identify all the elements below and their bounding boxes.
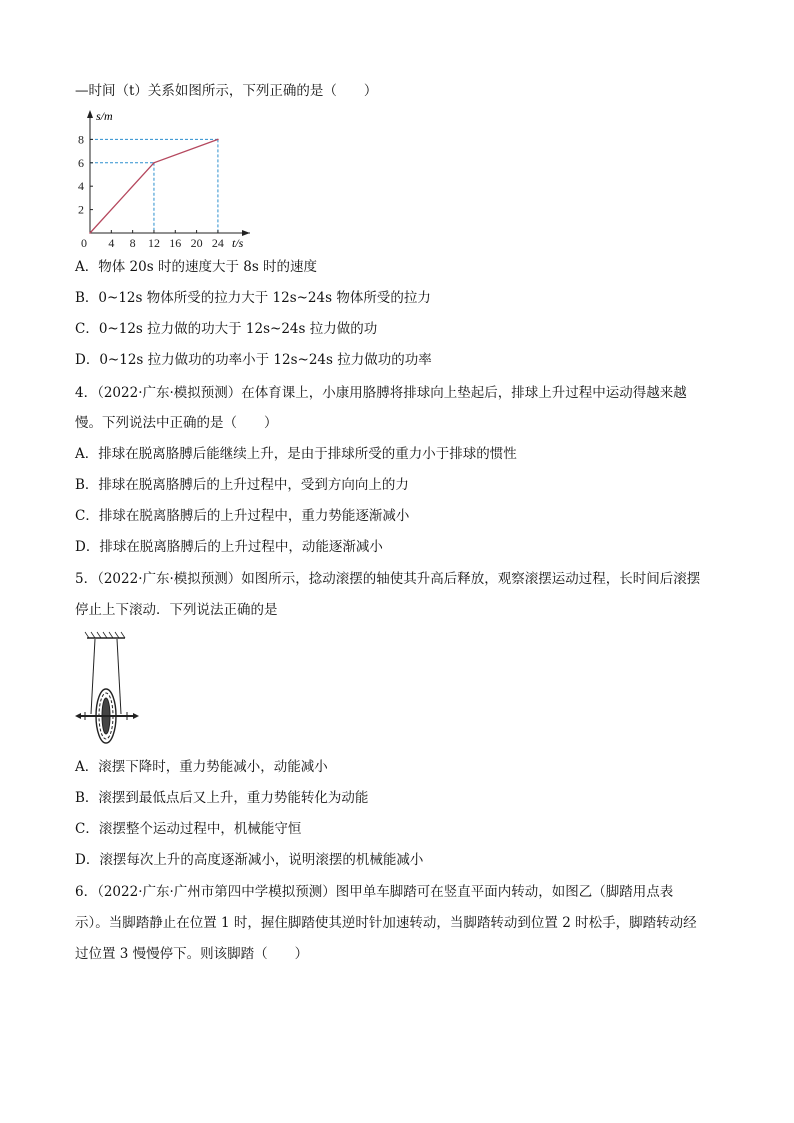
x-tick-label: 20 xyxy=(190,236,203,250)
pendulum-wheel-figure xyxy=(73,630,143,748)
q4-option-c: C．排球在脱离胳膊后的上升过程中，重力势能逐渐减小 xyxy=(75,508,410,524)
x-tick-label: 0 xyxy=(81,236,87,250)
data-point xyxy=(89,232,91,234)
q5-option-a: A．滚摆下降时，重力势能减小，动能减小 xyxy=(75,759,328,775)
data-point xyxy=(153,162,155,164)
q6-stem-line1: 6．（2022·广东·广州市第四中学模拟预测）图甲单车脚踏可在竖直平面内转动，如图乙（脚踏用点表 xyxy=(75,884,674,900)
q4-stem-line1: 4．（2022·广东·模拟预测）在体育课上，小康用胳膊将排球向上垫起后，排球上升过程中运动得越来越 xyxy=(75,385,687,401)
q3-option-c: C．0~12s 拉力做的功大于 12s~24s 拉力做的功 xyxy=(75,321,378,337)
y-tick-label: 8 xyxy=(78,132,84,147)
q5-stem-line2: 停止上下滚动．下列说法正确的是 xyxy=(75,602,278,618)
y-tick-label: 4 xyxy=(78,179,84,194)
q3-option-b: B．0~12s 物体所受的拉力大于 12s~24s 物体所受的拉力 xyxy=(75,290,431,306)
q5-option-d: D．滚摆每次上升的高度逐渐减小，说明滚摆的机械能减小 xyxy=(75,852,424,868)
x-tick-label: 12 xyxy=(147,236,160,250)
q6-stem-line3: 过位置 3 慢慢停下。则该脚踏（ ） xyxy=(75,946,309,962)
q4-option-a: A．排球在脱离胳膊后能继续上升，是由于排球所受的重力小于排球的惯性 xyxy=(75,446,517,462)
q3-option-a: A．物体 20s 时的速度大于 8s 时的速度 xyxy=(75,259,318,275)
y-axis-label: s/m xyxy=(96,109,113,123)
s-t-chart xyxy=(70,106,260,254)
chart-axes xyxy=(87,110,250,236)
ceiling-support xyxy=(85,632,125,638)
q5-stem-line1: 5．（2022·广东·模拟预测）如图所示，捻动滚摆的轴使其升高后释放，观察滚摆运动过程，长时间后滚摆 xyxy=(75,571,701,587)
q4-option-b: B．排球在脱离胳膊后的上升过程中，受到方向向上的力 xyxy=(75,477,409,493)
q4-stem-line2: 慢。下列说法中正确的是（ ） xyxy=(75,415,278,431)
x-tick-label: 8 xyxy=(129,236,136,250)
y-tick-label: 6 xyxy=(78,155,84,170)
y-tick-label: 2 xyxy=(78,202,84,217)
q3-stem: —时间（t）关系如图所示，下列正确的是（ ） xyxy=(75,83,378,99)
data-point xyxy=(217,139,219,141)
q5-option-b: B．滚摆到最低点后又上升，重力势能转化为动能 xyxy=(75,790,369,806)
x-tick-label: 24 xyxy=(211,236,224,250)
q6-stem-line2: 示）。当脚踏静止在位置 1 时，握住脚踏使其逆时针加速转动，当脚踏转动到位置 2 时松手，脚踏转动经 xyxy=(75,915,697,931)
x-tick-label: 4 xyxy=(108,236,115,250)
x-axis-label: t/s xyxy=(232,236,244,250)
x-tick-label: 16 xyxy=(169,236,182,250)
q3-option-d: D．0~12s 拉力做功的功率小于 12s~24s 拉力做功的功率 xyxy=(75,352,432,368)
q5-option-c: C．滚摆整个运动过程中，机械能守恒 xyxy=(75,821,302,837)
q4-option-d: D．排球在脱离胳膊后的上升过程中，动能逐渐减小 xyxy=(75,539,383,555)
